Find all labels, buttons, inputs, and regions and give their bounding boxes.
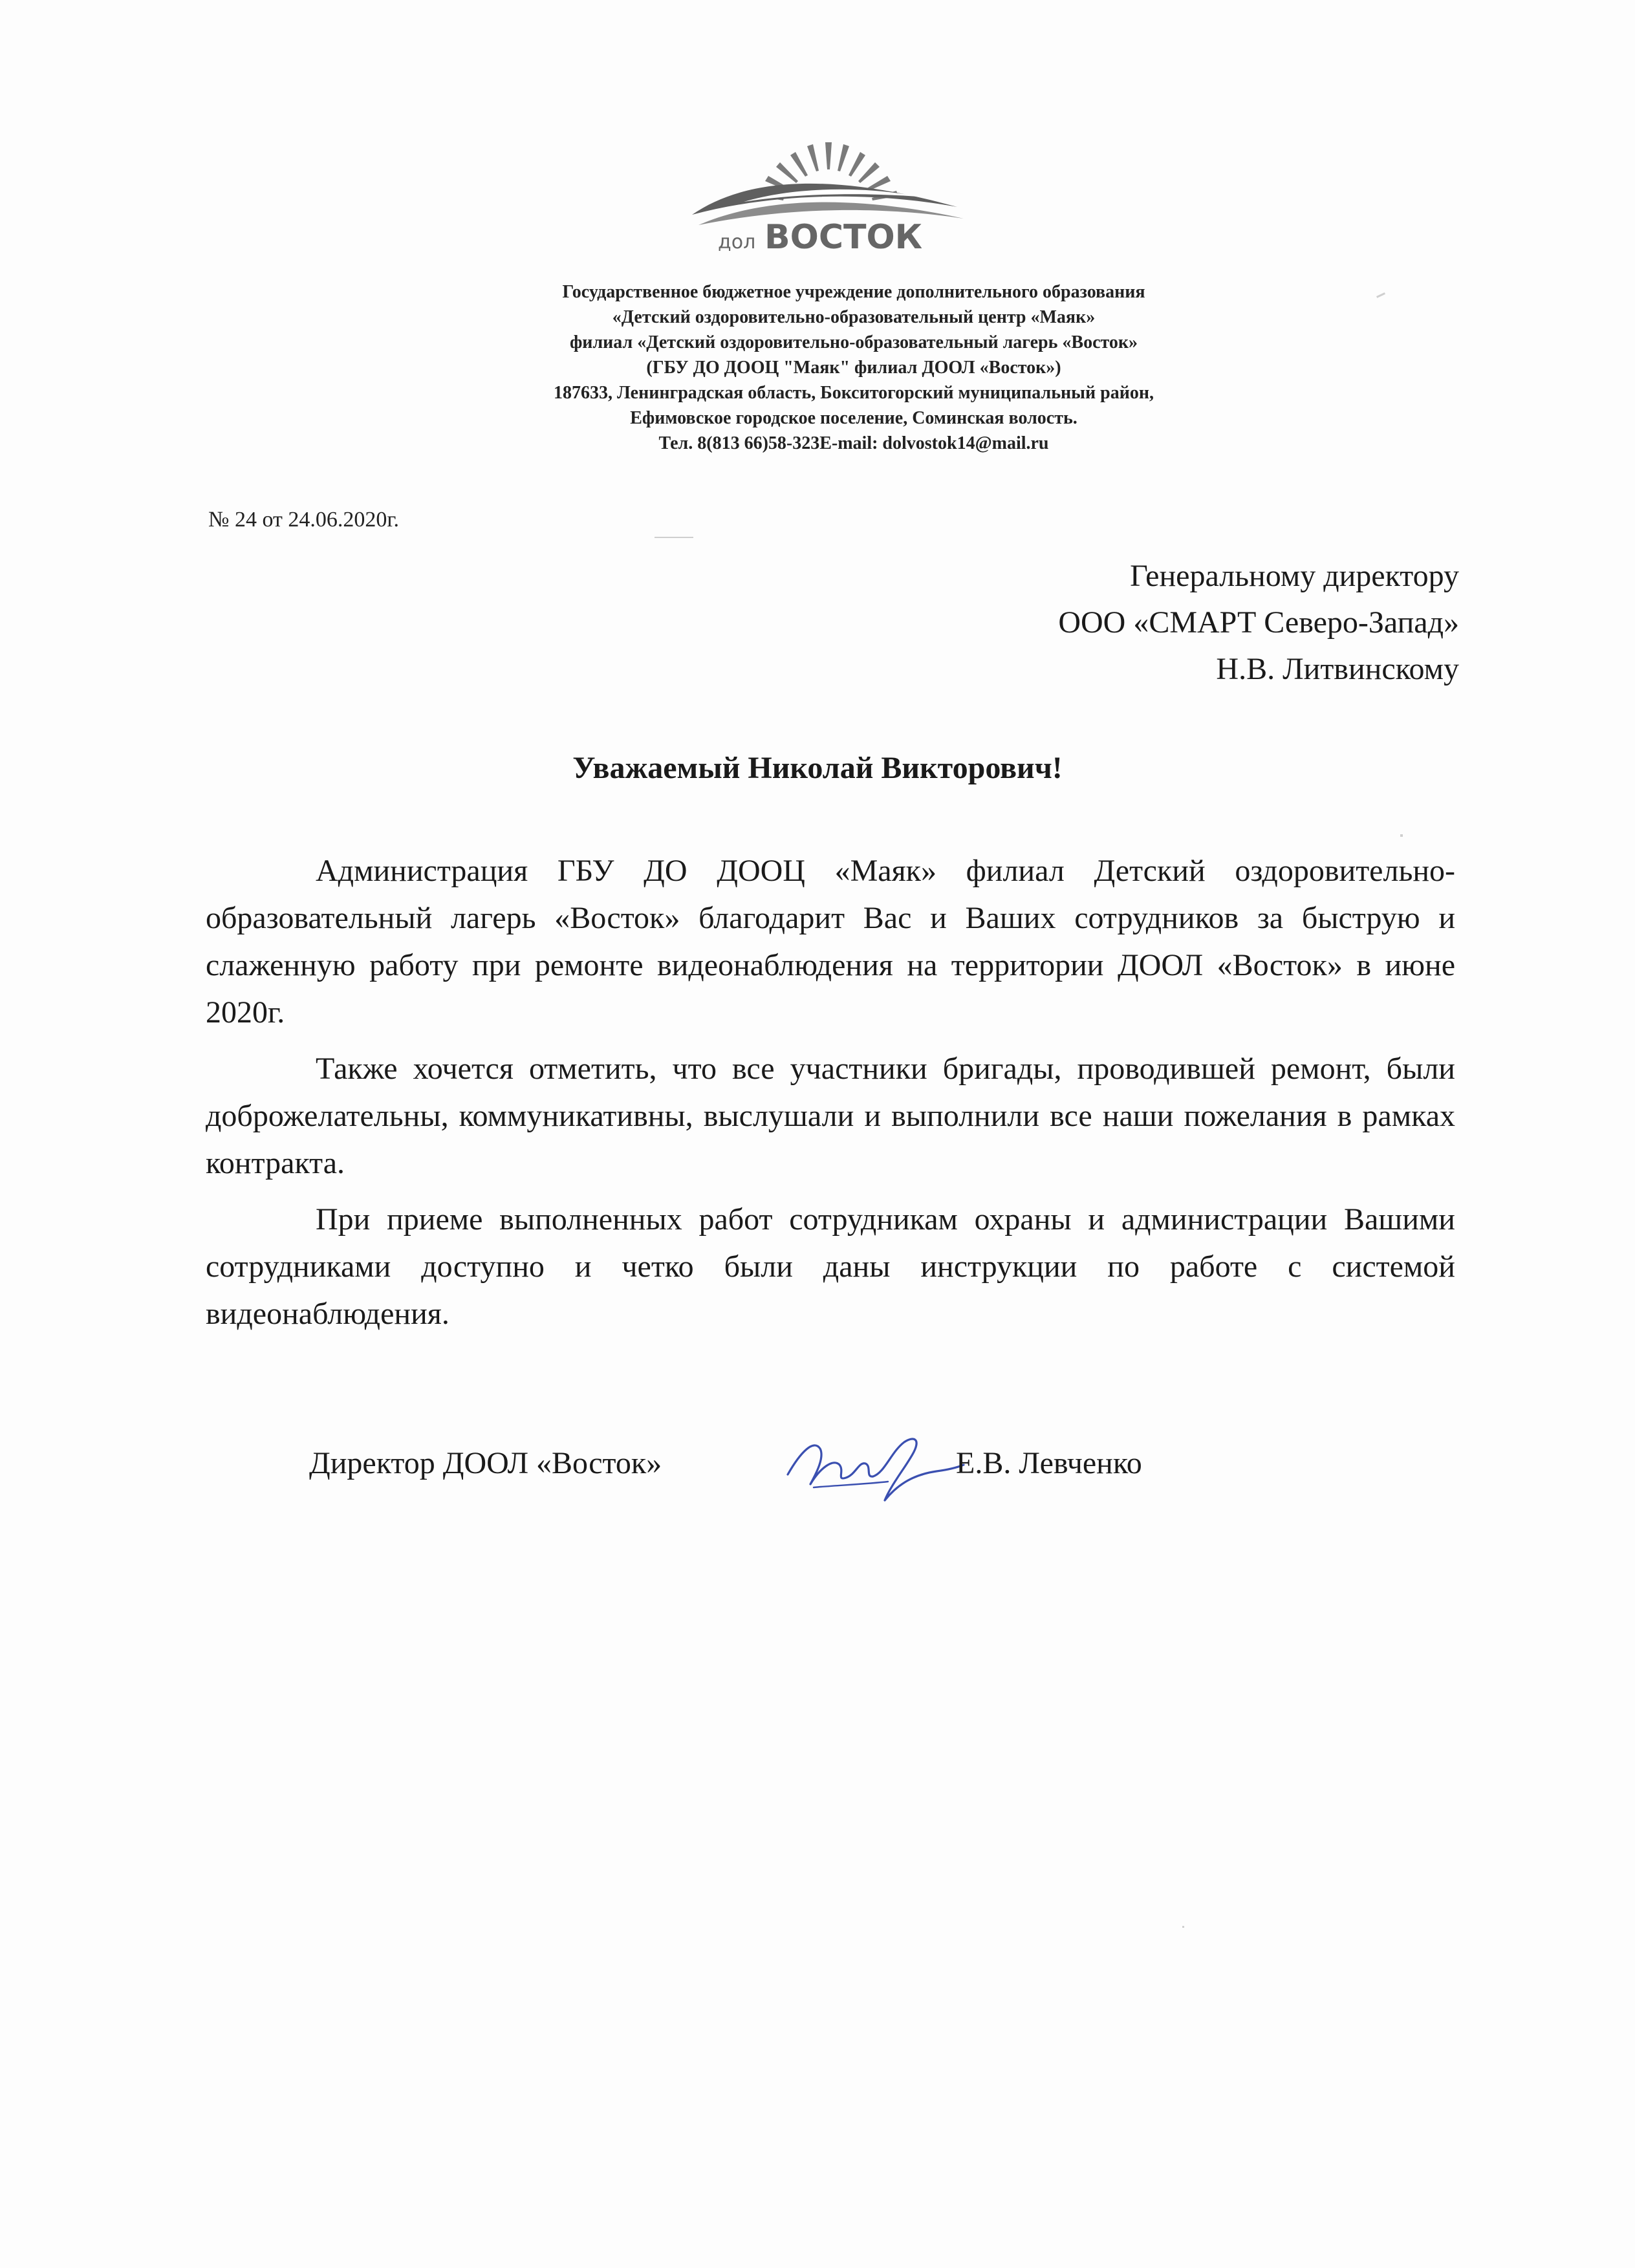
body-paragraph: При приеме выполненных работ сотрудникам охраны и администрации Вашими сотрудниками доступно и четко были даны инструкции по работе с системой видеонаблюдения. (206, 1202, 1455, 1331)
letterhead-line: Тел. 8(813 66)58-323E-mail: dolvostok14@mail.ru (658, 433, 1049, 453)
letterhead-line: «Детский оздоровительно-образовательный центр «Маяк» (612, 307, 1096, 327)
signatory-name: Е.В. Левченко (956, 1446, 1142, 1480)
addressee-line: Н.В. Литвинскому (1216, 652, 1459, 686)
document-number: № 24 от 24.06.2020г. (208, 508, 399, 532)
signature-row (309, 1432, 1279, 1523)
body-paragraph: Также хочется отметить, что все участники бригады, проводившей ремонт, были доброжелательны, коммуникативны, выслушали и выполнили все наши пожелания в рамках контракта. (206, 1052, 1455, 1180)
letterhead (310, 279, 1397, 456)
scan-speck (1400, 834, 1403, 837)
signatory-position: Директор ДООЛ «Восток» (309, 1446, 662, 1480)
addressee-block (748, 553, 1459, 693)
logo-name: ВОСТОК (764, 218, 923, 252)
body-paragraph: Администрация ГБУ ДО ДООЦ «Маяк» филиал Детский оздоровительно-образовательный лагерь «Восток» благодарит Вас и Ваших сотрудников за быструю и слаженную работу при ремонте видеонаблюдения на территории ДООЛ «Восток» в июне 2020г. (206, 854, 1455, 1030)
letterhead-line: 187633, Ленинградская область, Бокситогорский муниципальный район, (553, 383, 1154, 403)
logo-prefix: дол (718, 231, 756, 252)
scan-speck (655, 537, 693, 538)
letterhead-line: филиал «Детский оздоровительно-образовательный лагерь «Восток» (569, 332, 1138, 352)
salutation: Уважаемый Николай Викторович! (572, 751, 1063, 785)
letter-body (206, 847, 1455, 1346)
org-logo (673, 129, 983, 252)
letterhead-line: (ГБУ ДО ДООЦ "Маяк" филиал ДООЛ «Восток») (646, 358, 1061, 378)
letterhead-line: Ефимовское городское поселение, Соминская волость. (630, 408, 1077, 428)
addressee-line: Генеральному директору (1130, 559, 1459, 593)
letterhead-line: Государственное бюджетное учреждение дополнительного образования (562, 282, 1145, 302)
handwritten-signature-icon (775, 1413, 969, 1510)
addressee-line: ООО «СМАРТ Северо-Запад» (1058, 605, 1459, 640)
scan-speck (1182, 1926, 1184, 1928)
logo-graphic (673, 129, 983, 252)
